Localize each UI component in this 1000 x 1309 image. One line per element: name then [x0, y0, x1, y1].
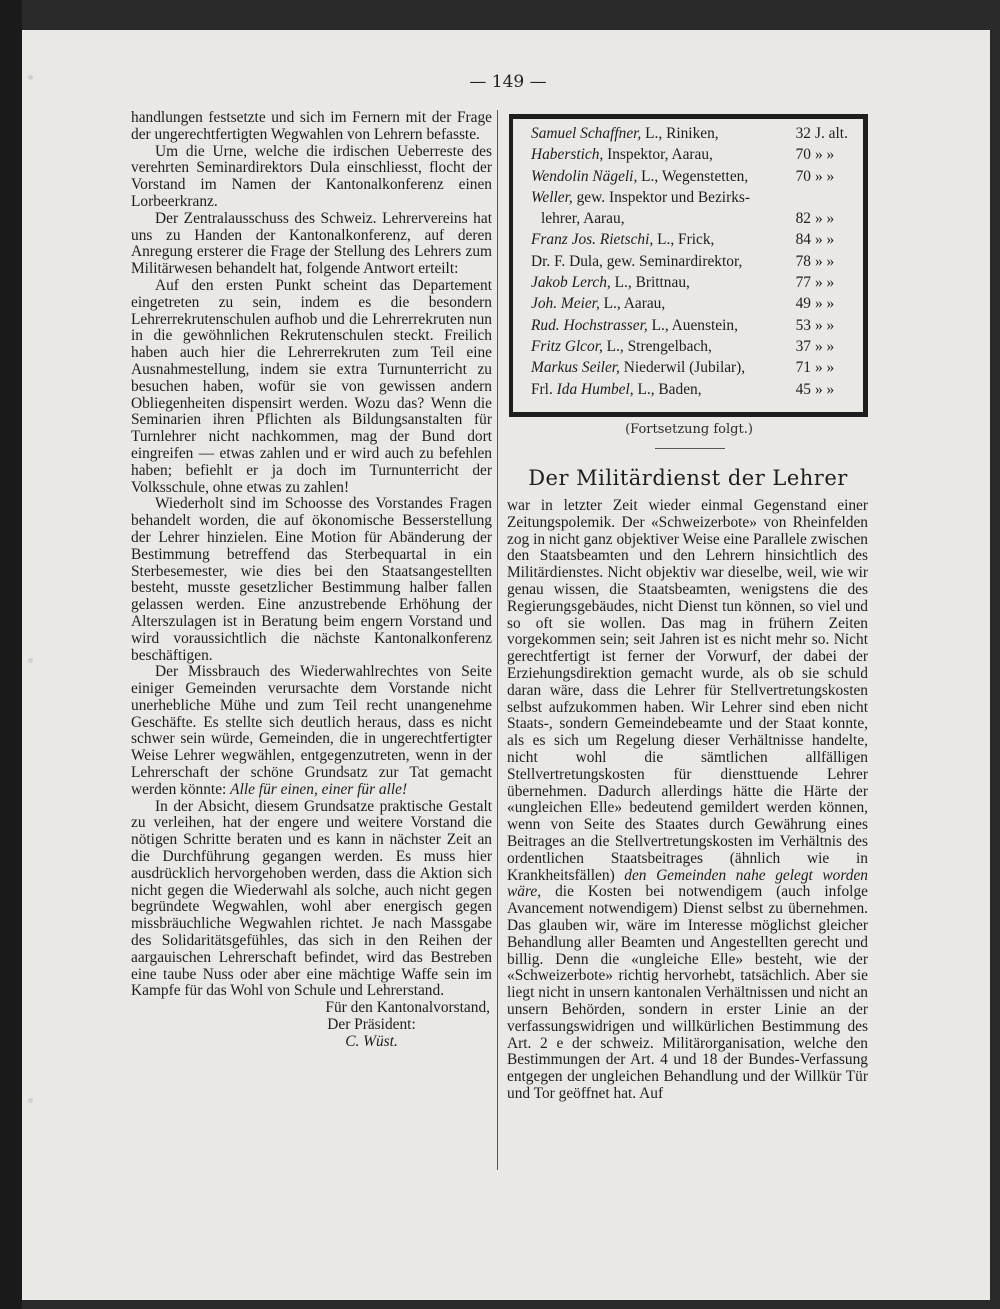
emphasis-text: den Gemeinden nahe gelegt worden wäre,: [507, 866, 868, 901]
member-name-italic: Franz Jos. Rietschi,: [531, 231, 654, 249]
paragraph: In der Absicht, diesem Grundsatze praktische Gestalt zu verleihen, hat der engere und weitere Vorstand die nötigen Schritte beraten und es kann in nächster Zeit an die Durchführung gegangen werden. Es muss hier ausdrücklich hervorgehoben werden, dass die Aktion sich nicht gegen die Wiederwahl als solche, auch nicht gegen begründete Wegwahlen, wohl aber energisch gegen missbräuchliche Wegwahlen richtet. Je nach Massgabe des Solidaritätsgefühles, das sich in den Reihen der aargauischen Lehrerschaft befindet, wird das Bestreben eine taube Nuss oder aber eine mächtige Waffe sein im Kampfe für das Wohl von Schule und Lehrerstand.: [131, 797, 492, 1000]
member-name: [531, 338, 712, 356]
page-number: — 149 —: [469, 72, 547, 92]
margin-mark: [28, 75, 33, 80]
member-detail: L., Baden,: [633, 380, 702, 398]
member-detail: lehrer, Aarau,: [541, 210, 625, 228]
paragraph: Wiederholt sind im Schoosse des Vorstandes Fragen behandelt worden, die auf ökonomische Besserstellung der Lehrer hinzielen. Eine Motion für Abänderung der Bestimmung betreffend das Sterbequartal in ein Sterbesemester, wie dies bei den Staatsangestellten besteht, musste gesetzlicher Bestimmung halber fallen gelassen werden. Eine anzustrebende Erhöhung der Alterszulagen ist in Beratung beim engern Vorstand und wird voraussichtlich die nächste Kantonalkonferenz beschäftigen.: [131, 495, 492, 664]
member-name-italic: Ida Humbel,: [556, 380, 634, 398]
member-age: 77: [795, 274, 811, 292]
member-row: [513, 253, 863, 274]
margin-mark: [28, 1098, 33, 1103]
member-name-italic: Weller,: [531, 188, 573, 206]
member-age: 37: [795, 337, 811, 355]
member-row: [513, 146, 863, 167]
member-detail: Dr. F. Dula, gew. Seminardirektor,: [531, 252, 743, 270]
member-age-unit: » »: [815, 274, 835, 292]
member-name-italic: Jakob Lerch,: [531, 274, 611, 292]
member-row: [513, 125, 863, 146]
member-detail: L., Aarau,: [599, 295, 666, 313]
member-row: [513, 338, 863, 359]
left-column: [131, 110, 492, 1051]
member-name: [531, 231, 714, 249]
member-row: [513, 168, 863, 189]
member-name: [531, 168, 748, 186]
paragraph: [131, 664, 492, 798]
article-title: Der Militärdienst der Lehrer: [528, 466, 848, 490]
member-detail: L., Riniken,: [641, 125, 719, 142]
member-detail: L., Auenstein,: [647, 316, 738, 334]
signature-line: Für den Kantonalvorstand,: [325, 999, 490, 1017]
separator-rule: [655, 448, 725, 449]
member-name-italic: Wendolin Nägeli,: [531, 167, 638, 185]
column-divider: [497, 110, 498, 1170]
paragraph-text: die Kosten bei notwendigem (auch infolge Avancement notwendigem) Dienst selbst zu übernehmen. Das glauben wir, wäre im Interesse möglichst gleicher Behandlung aller Beamten und Angestellten gerecht und billig. Denn die «ungleiche Elle» besteht, wie der «Schweizerbote» richtig hervorhebt, tatsächlich. Aber sie liegt nicht in unsern kantonalen Verhältnissen und nicht an unsern Behörden, sondern in erster Linie an der verfassungswidrigen und willkürlichen Bestimmung des Art. 2 e der schweiz. Militärorganisation, welche den Bestimmungen der Art. 4 und 18 der Bundes-Verfassung entgegen der ungleichen Behandlung und der Willkür Tür und Tor geöffnet hat. Auf: [507, 883, 868, 1102]
member-name: [531, 317, 738, 335]
members-table: [509, 114, 868, 417]
member-name: [531, 253, 742, 271]
member-age-unit: » »: [815, 231, 835, 249]
member-age: 49: [795, 295, 811, 313]
paragraph: Auf den ersten Punkt scheint das Departement eingetreten zu sein, indem es die besondern Lehrerrekrutenschulen aufhob und die Lehrerrekruten nun in die gewöhnlichen Rekrutenschulen steckt. Freilich haben auch hier die Lehrerrekruten zum Teil eine Ausnahmestellung, indem sie extra Turnunterricht zu besuchen haben, wofür sie von gewissen andern Obliegenheiten dispensirt werden. Wozu das? Wenn die Seminarien ihren Pflichten als Bildungsanstalten für Turnlehrer nicht nachkommen, mag der Bund dort eingreifen — etwas zahlen und er wird auch zu befehlen haben; befiehlt er ja doch im Turnunterricht der Volksschule, ohne etwas zu zahlen!: [131, 276, 492, 496]
member-name-italic: Haberstich,: [531, 146, 604, 164]
continued-note: (Fortsetzung folgt.): [625, 422, 753, 437]
paragraph: handlungen festsetzte und sich im Fernern mit der Frage der ungerechtfertigten Wegwahlen von Lehrern befasste.: [131, 109, 492, 143]
member-row: [513, 274, 863, 295]
member-row: [513, 381, 863, 402]
paragraph-text: Der Missbrauch des Wiederwahlrechtes von Seite einiger Gemeinden verursachte dem Vorstande nicht unerhebliche Mühe und zum Teil recht unangenehme Geschäfte. Es stellte sich deutlich heraus, dass es nicht schwer sein würde, Gemeinden, die in ungerechtfertigter Weise Lehrer wegwählen, entgegenzutreten, wenn in der Lehrerschaft der schöne Grundsatz zur Tat gemacht werden könnte:: [131, 663, 492, 798]
member-name-italic: Samuel Schaffner,: [531, 125, 642, 142]
member-detail: Niederwil (Jubilar),: [619, 359, 746, 377]
member-age: 82: [795, 210, 811, 228]
paragraph: Der Zentralausschuss des Schweiz. Lehrervereins hat uns zu Handen der Kantonalkonferenz, auf deren Anregung ersterer die Frage der Stellung des Lehrers zum Militärwesen behandelt hat, folgende Antwort erteilt:: [131, 209, 492, 278]
member-detail: L., Wegenstetten,: [637, 167, 749, 185]
right-column: [507, 498, 868, 1103]
member-row: [513, 359, 863, 380]
member-row: [513, 210, 863, 231]
signature-title: Der Präsident:: [327, 1016, 416, 1034]
member-row: [513, 295, 863, 316]
page-binding-edge: [0, 0, 22, 1309]
member-age-unit: » »: [815, 337, 835, 355]
member-name-italic: Joh. Meier,: [531, 295, 600, 313]
member-row: [513, 231, 863, 252]
article-body: [507, 498, 868, 1103]
member-prefix: Frl.: [531, 380, 557, 398]
member-age: 71: [795, 359, 811, 377]
member-name-italic: Rud. Hochstrasser,: [531, 316, 648, 334]
member-age-unit: » »: [815, 316, 835, 334]
member-age: 32: [795, 125, 811, 142]
member-age-unit: J. alt.: [815, 125, 848, 142]
member-detail: L., Frick,: [653, 231, 715, 249]
margin-mark: [28, 658, 33, 663]
member-age: 70: [795, 167, 811, 185]
member-age: 78: [795, 252, 811, 270]
member-detail: L., Brittnau,: [610, 274, 690, 292]
signature-name: C. Wüst.: [345, 1032, 398, 1050]
paragraph-text: war in letzter Zeit wieder einmal Gegenstand einer Zeitungspolemik. Der «Schweizerbote» von Rheinfelden zog in nicht ganz objektiver Weise eine Parallele zwischen den Staatsbeamten und den Lehrern hinsichtlich des Militärdienstes. Nicht objektiv war dieselbe, weil, wie wir genau wissen, die Staatsbeamten, wenigstens die des Regierungsgebäudes, nicht Dienst tun können, so viel und so oft sie wollen. Das mag in frühern Zeiten vorgekommen sein; seit Jahren ist es nicht mehr so. Nicht gerechtfertigt ist ferner der Vorwurf, der dabei der Erziehungsdirektion gemacht wurde, als ob sie schuld daran wäre, dass die Lehrer für Stellvertretungskosten selbst aufzukommen haben. Wir Lehrer sind eben nicht Staats-, sondern Gemeindebeamte und der Staat konnte, als es sich um Regelung dieser Verhältnisse handelte, nicht wohl die sämtlichen allfälligen Stellvertretungskosten für diensttuende Lehrer übernehmen. Dadurch allerdings hätte die Härte der «ungleichen Elle» bedeutend gemildert werden können, wenn von Seite des Staates durch Gewährung eines Beitrages an die Stellvertretungskosten im Verhältnis des ordentlichen Staatsbeitrages (ähnlich wie in Krankheitsfällen): [507, 497, 868, 884]
member-age-unit: » »: [815, 359, 835, 377]
member-age: 45: [795, 380, 811, 398]
member-name: [531, 359, 745, 377]
member-age: 53: [795, 316, 811, 334]
member-name: [531, 189, 750, 207]
member-name: [531, 125, 719, 143]
member-row: [513, 189, 863, 210]
member-age-unit: » »: [815, 210, 835, 228]
member-age: 84: [795, 231, 811, 249]
member-age-unit: » »: [815, 146, 835, 164]
motto-emphasis: Alle für einen, einer für alle!: [230, 780, 408, 798]
member-name: [531, 274, 690, 292]
member-age-unit: » »: [815, 252, 835, 270]
member-age-unit: » »: [815, 167, 835, 185]
member-name: [531, 381, 702, 399]
member-row: [513, 317, 863, 338]
member-name: [541, 210, 625, 228]
member-detail: L., Strengelbach,: [602, 337, 712, 355]
member-age: 70: [795, 146, 811, 164]
member-name: [531, 146, 713, 164]
member-name-italic: Markus Seiler,: [531, 359, 620, 377]
paragraph: Um die Urne, welche die irdischen Ueberreste des verehrten Seminardirektors Dula einschliesst, flocht der Vorstand im Namen der Kantonalkonferenz einen Lorbeerkranz.: [131, 142, 492, 210]
member-detail: gew. Inspektor und Bezirks-: [572, 188, 750, 206]
member-age-unit: » »: [815, 295, 835, 313]
member-name: [531, 295, 665, 313]
member-age-unit: » »: [815, 380, 835, 398]
member-detail: Inspektor, Aarau,: [603, 146, 713, 164]
member-name-italic: Fritz Glcor,: [531, 337, 603, 355]
